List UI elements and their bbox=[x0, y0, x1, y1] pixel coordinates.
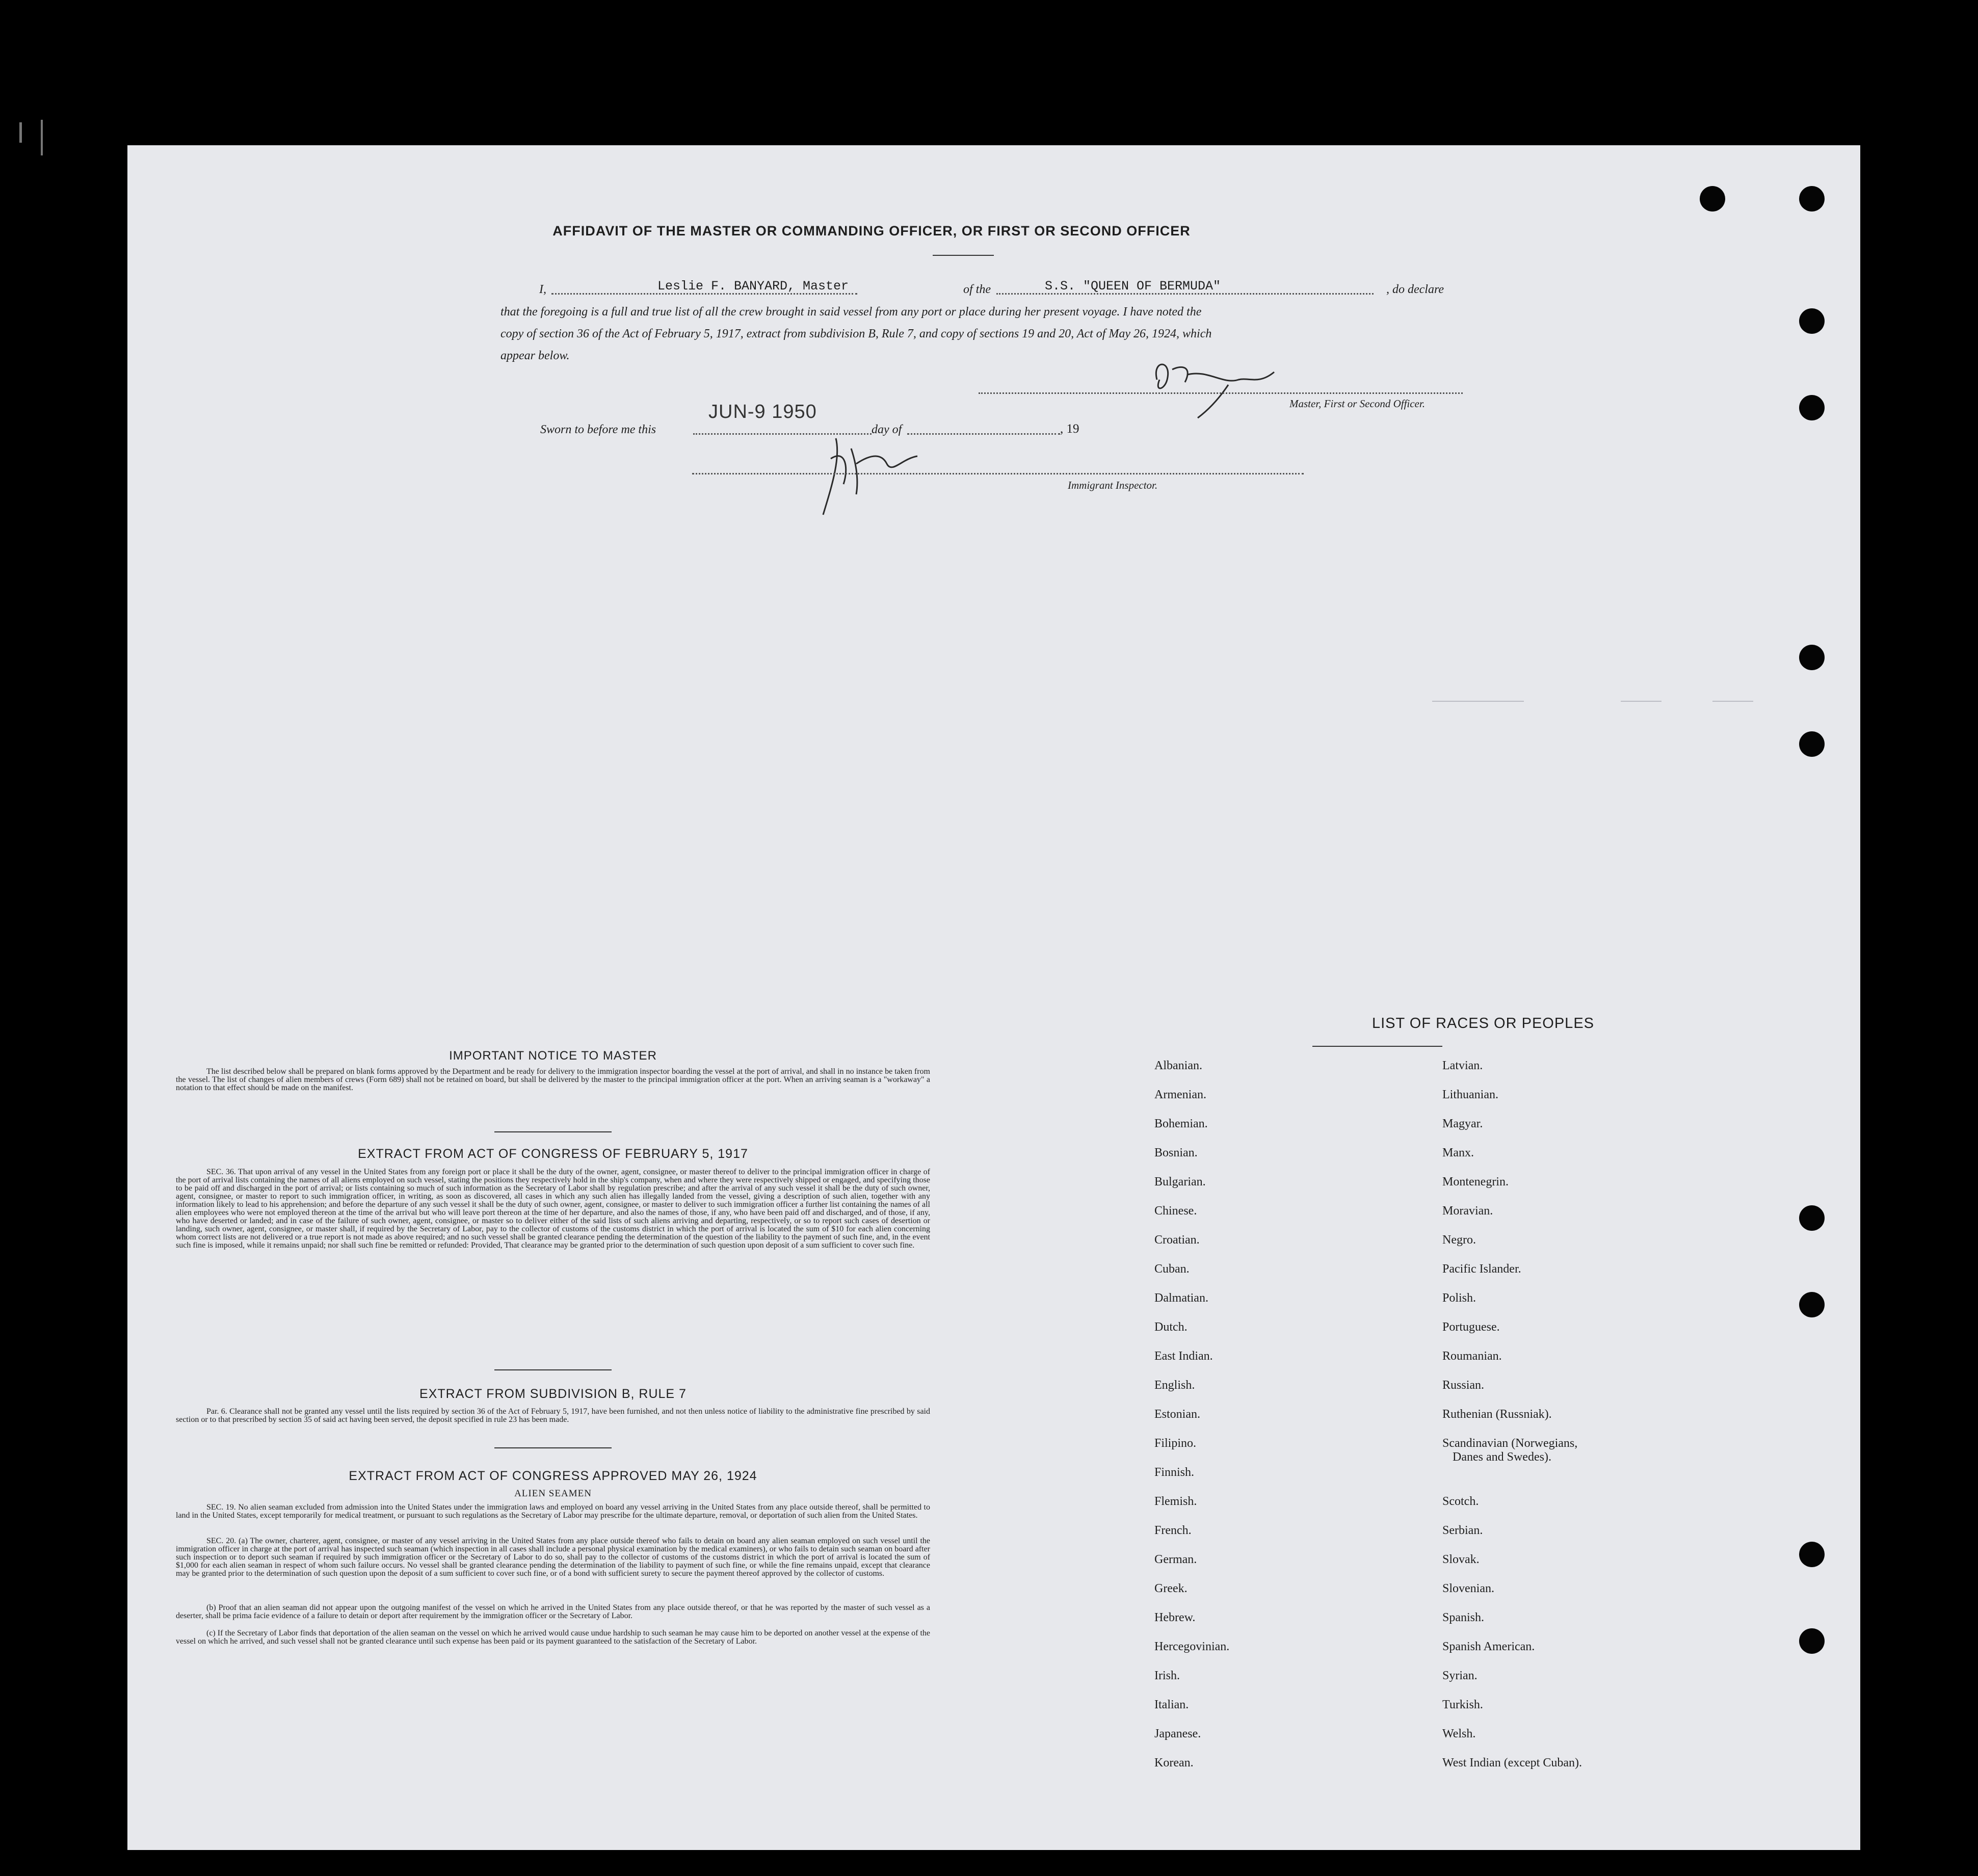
race-item: Estonian. bbox=[1154, 1408, 1200, 1421]
extract-rule7-text: Par. 6. Clearance shall not be granted any vessel until the lists required by section 36 of the Act of February 5, 1917, have been furnished, and not then unless notice of liability to the administrative fine prescribed by said section or to that prescribed by section 35 of said act having been served, the deposit specified in rule 23 has been made. bbox=[176, 1407, 930, 1424]
punch-hole bbox=[1799, 1542, 1825, 1567]
punch-hole bbox=[1799, 308, 1825, 334]
inspector-signature-line bbox=[692, 473, 1304, 474]
extract-1924-sec20c: (c) If the Secretary of Labor finds that deportation of the alien seaman on the vessel on which he arrived would cause undue hardship to such seaman he may cause him to be deported on another vessel at the expense of the vessel on which he arrived, and such vessel shall not be granted clearance until such expense has been paid or its payment guaranteed to the satisfaction of the Secretary of Labor. bbox=[176, 1629, 930, 1646]
race-item: Albanian. bbox=[1154, 1059, 1202, 1072]
race-item: Dalmatian. bbox=[1154, 1291, 1208, 1305]
race-item: Hercegovinian. bbox=[1154, 1640, 1230, 1653]
master-signature-line bbox=[979, 392, 1463, 394]
race-item: Polish. bbox=[1442, 1291, 1476, 1305]
race-item: Finnish. bbox=[1154, 1466, 1195, 1479]
race-item: Cuban. bbox=[1154, 1262, 1190, 1276]
race-item: Pacific Islander. bbox=[1442, 1262, 1521, 1276]
race-item: Dutch. bbox=[1154, 1320, 1188, 1334]
section-divider bbox=[494, 1447, 612, 1448]
race-item: Welsh. bbox=[1442, 1727, 1476, 1740]
section-divider bbox=[494, 1369, 612, 1370]
race-item: Slovenian. bbox=[1442, 1582, 1494, 1595]
race-item: Turkish. bbox=[1442, 1698, 1483, 1711]
race-item: Croatian. bbox=[1154, 1233, 1200, 1247]
year-prefix: , 19 bbox=[1060, 422, 1079, 436]
master-signature-caption: Master, First or Second Officer. bbox=[1289, 398, 1425, 410]
race-item: Spanish. bbox=[1442, 1611, 1485, 1624]
race-item: Roumanian. bbox=[1442, 1350, 1502, 1363]
races-title: LIST OF RACES OR PEOPLES bbox=[1372, 1015, 1595, 1032]
race-item: Portuguese. bbox=[1442, 1320, 1500, 1334]
punch-hole bbox=[1799, 395, 1825, 420]
punch-hole bbox=[1799, 645, 1825, 670]
race-item: Russian. bbox=[1442, 1379, 1485, 1392]
document-page bbox=[127, 145, 1860, 1850]
punch-hole bbox=[1799, 1292, 1825, 1317]
race-item: Italian. bbox=[1154, 1698, 1189, 1711]
affidavit-body-line: that the foregoing is a full and true list of all the crew brought in said vessel from any port or place during her present voyage. I have noted the bbox=[500, 305, 1202, 319]
race-item: French. bbox=[1154, 1524, 1192, 1537]
race-item: Scandinavian (Norwegians, bbox=[1442, 1437, 1578, 1450]
race-item: West Indian (except Cuban). bbox=[1442, 1756, 1582, 1769]
punch-hole bbox=[1799, 1205, 1825, 1231]
scan-margin-mark bbox=[19, 122, 22, 143]
race-item: Latvian. bbox=[1442, 1059, 1483, 1072]
notice-text: The list described below shall be prepared on blank forms approved by the Department and be ready for delivery to the immigration inspector boarding the vessel at the port of arrival, and shall in no instance be taken from the vessel. The list of changes of alien members of crews (Form 689) shall not be retained on board, but shall be delivered by the master to the principal immigration officer at the port. When an arriving seaman is a "workaway" a notation to that effect should be made on the manifest. bbox=[176, 1067, 930, 1092]
i-label: I, bbox=[539, 283, 546, 296]
punch-hole bbox=[1799, 186, 1825, 212]
race-item: Korean. bbox=[1154, 1756, 1194, 1769]
race-item: Bosnian. bbox=[1154, 1146, 1198, 1159]
race-item: German. bbox=[1154, 1553, 1197, 1566]
race-item: Hebrew. bbox=[1154, 1611, 1196, 1624]
declare-label: , do declare bbox=[1386, 283, 1444, 296]
race-item: Flemish. bbox=[1154, 1495, 1197, 1508]
title-divider bbox=[933, 255, 994, 256]
sworn-label: Sworn to before me this bbox=[540, 423, 656, 436]
race-item: Bohemian. bbox=[1154, 1117, 1208, 1130]
section-divider bbox=[494, 1131, 612, 1132]
extract-rule7-title: EXTRACT FROM SUBDIVISION B, RULE 7 bbox=[419, 1387, 687, 1401]
vessel-name-field[interactable]: S.S. "QUEEN OF BERMUDA" bbox=[1045, 279, 1221, 294]
of-the-label: of the bbox=[963, 283, 991, 296]
race-item: Danes and Swedes). bbox=[1453, 1450, 1551, 1464]
race-item: Lithuanian. bbox=[1442, 1088, 1498, 1101]
extract-1924-title: EXTRACT FROM ACT OF CONGRESS APPROVED MAY 26, 1924 bbox=[349, 1469, 757, 1483]
inspector-caption: Immigrant Inspector. bbox=[1068, 479, 1158, 491]
extract-1924-subtitle: ALIEN SEAMEN bbox=[514, 1488, 592, 1499]
bleed-through-mark bbox=[1621, 701, 1661, 702]
race-item: Irish. bbox=[1154, 1669, 1180, 1682]
race-item: Serbian. bbox=[1442, 1524, 1483, 1537]
race-item: Japanese. bbox=[1154, 1727, 1201, 1740]
affidavit-body-line: copy of section 36 of the Act of February 5, 1917, extract from subdivision B, Rule 7, and copy of sections 19 and 20, Act of May 26, 1924, which bbox=[500, 327, 1212, 340]
extract-1917-title: EXTRACT FROM ACT OF CONGRESS OF FEBRUARY 5, 1917 bbox=[358, 1147, 748, 1161]
master-name-field[interactable]: Leslie F. BANYARD, Master bbox=[657, 279, 849, 294]
punch-hole bbox=[1799, 1628, 1825, 1654]
affidavit-title: AFFIDAVIT OF THE MASTER OR COMMANDING OFFICER, OR FIRST OR SECOND OFFICER bbox=[552, 223, 1191, 239]
race-item: Spanish American. bbox=[1442, 1640, 1535, 1653]
race-item: English. bbox=[1154, 1379, 1195, 1392]
race-item: Slovak. bbox=[1442, 1553, 1480, 1566]
races-title-divider bbox=[1312, 1046, 1442, 1047]
scan-margin-mark bbox=[41, 120, 43, 155]
race-item: Montenegrin. bbox=[1442, 1175, 1509, 1188]
race-item: Chinese. bbox=[1154, 1204, 1197, 1218]
race-item: Magyar. bbox=[1442, 1117, 1483, 1130]
race-item: East Indian. bbox=[1154, 1350, 1213, 1363]
extract-1917-text: SEC. 36. That upon arrival of any vessel in the United States from any foreign port or place it shall be the duty of the owner, agent, consignee, or master thereof to deliver to the principal immigration officer in charge of the port of arrival lists containing the names of all aliens employed on such vessel, stating the positions they respectively hold in the ship's company, when and where they were respectively shipped or engaged, and specifying those to be paid off and discharged in the port of arrival; or lists containing so much of such information as the Secretary of Labor shall by regulation prescribe; and after the arrival of any such vessel it shall be the duty of such owner, agent, consignee, or master to report to such immigration officer, in writing, as soon as discovered, all cases in which any such alien has illegally landed from the vessel, giving a description of such alien, together with any information likely to lead to his apprehension; and before the departure of any such vessel it shall be the duty of such owner, agent, consignee, or master to deliver to such immigration officer a further list containing the names of all alien employees who were not employed thereon at the time of the arrival but who will leave port thereon at the time of her departure, and also the names of those, if any, who have been paid off and discharged, and of those, if any, who have deserted or landed; and in case of the failure of such owner, agent, consignee, or master so to deliver either of the said lists of such aliens arriving and departing, respectively, or so to report such cases of desertion or landing, such owner, agent, consignee, or master shall, if required by the Secretary of Labor, pay to the collector of customs of the customs district in which the port of arrival is located the sum of $10 for each alien concerning whom correct lists are not delivered or a true report is not made as above required; and no such vessel shall be granted clearance pending the determination of the question of the liability to the payment of such fine, and, in the event such fine is imposed, while it remains unpaid; nor shall such fine be remitted or refunded: Provided, That clearance may be granted prior to the determination of such question upon deposit of a sum sufficient to cover such fine. bbox=[176, 1168, 930, 1250]
race-item: Filipino. bbox=[1154, 1437, 1197, 1450]
punch-hole bbox=[1700, 186, 1725, 212]
notice-title: IMPORTANT NOTICE TO MASTER bbox=[449, 1049, 657, 1063]
race-item: Bulgarian. bbox=[1154, 1175, 1206, 1188]
day-of-label: day of bbox=[872, 423, 902, 436]
extract-1924-sec20a: SEC. 20. (a) The owner, charterer, agent, consignee, or master of any vessel arriving in the United States from any place outside thereof who fails to detain on board any alien seaman employed on such vessel until the immigration officer in charge at the port of arrival has inspected such seaman (which inspection in all cases shall include a personal physical examination by the medical examiners), or who fails to detain such seaman on board after such inspection or to deport such seaman if required by such immigration officer or the Secretary of Labor to do so, shall pay to the collector of customs of the customs district in which the port of arrival is located the sum of $1,000 for each alien seaman in respect of whom such failure occurs. No vessel shall be granted clearance pending the determination of the liability to payment of such fine, or while the fine remains unpaid, except that clearance may be granted prior to the determination of such question upon the deposit of a sum sufficient to cover such fine, or of a bond with sufficient surety to secure the payment thereof approved by the collector of customs. bbox=[176, 1537, 930, 1578]
extract-1924-sec19: SEC. 19. No alien seaman excluded from admission into the United States under the immigration laws and employed on board any vessel arriving in the United States from any place outside thereof, shall be permitted to land in the United States, except temporarily for medical treatment, or pursuant to such regulations as the Secretary of Labor may prescribe for the ultimate departure, removal, or deportation of such alien from the United States. bbox=[176, 1503, 930, 1520]
affidavit-body-line: appear below. bbox=[500, 349, 570, 362]
race-item: Moravian. bbox=[1442, 1204, 1493, 1218]
extract-1924-sec20b: (b) Proof that an alien seaman did not appear upon the outgoing manifest of the vessel on which he arrived in the United States from any place outside thereof, or that he was reported by the master of such vessel as a deserter, shall be prima facie evidence of a failure to detain or deport after requirement by the immigration officer or the Secretary of Labor. bbox=[176, 1603, 930, 1620]
race-item: Negro. bbox=[1442, 1233, 1476, 1247]
bleed-through-mark bbox=[1432, 701, 1524, 702]
race-item: Ruthenian (Russniak). bbox=[1442, 1408, 1552, 1421]
punch-hole bbox=[1799, 731, 1825, 757]
bleed-through-mark bbox=[1712, 701, 1753, 702]
race-item: Greek. bbox=[1154, 1582, 1188, 1595]
race-item: Armenian. bbox=[1154, 1088, 1206, 1101]
race-item: Scotch. bbox=[1442, 1495, 1479, 1508]
date-stamp: JUN-9 1950 bbox=[708, 401, 817, 422]
race-item: Syrian. bbox=[1442, 1669, 1478, 1682]
master-signature bbox=[1137, 349, 1305, 420]
race-item: Manx. bbox=[1442, 1146, 1474, 1159]
